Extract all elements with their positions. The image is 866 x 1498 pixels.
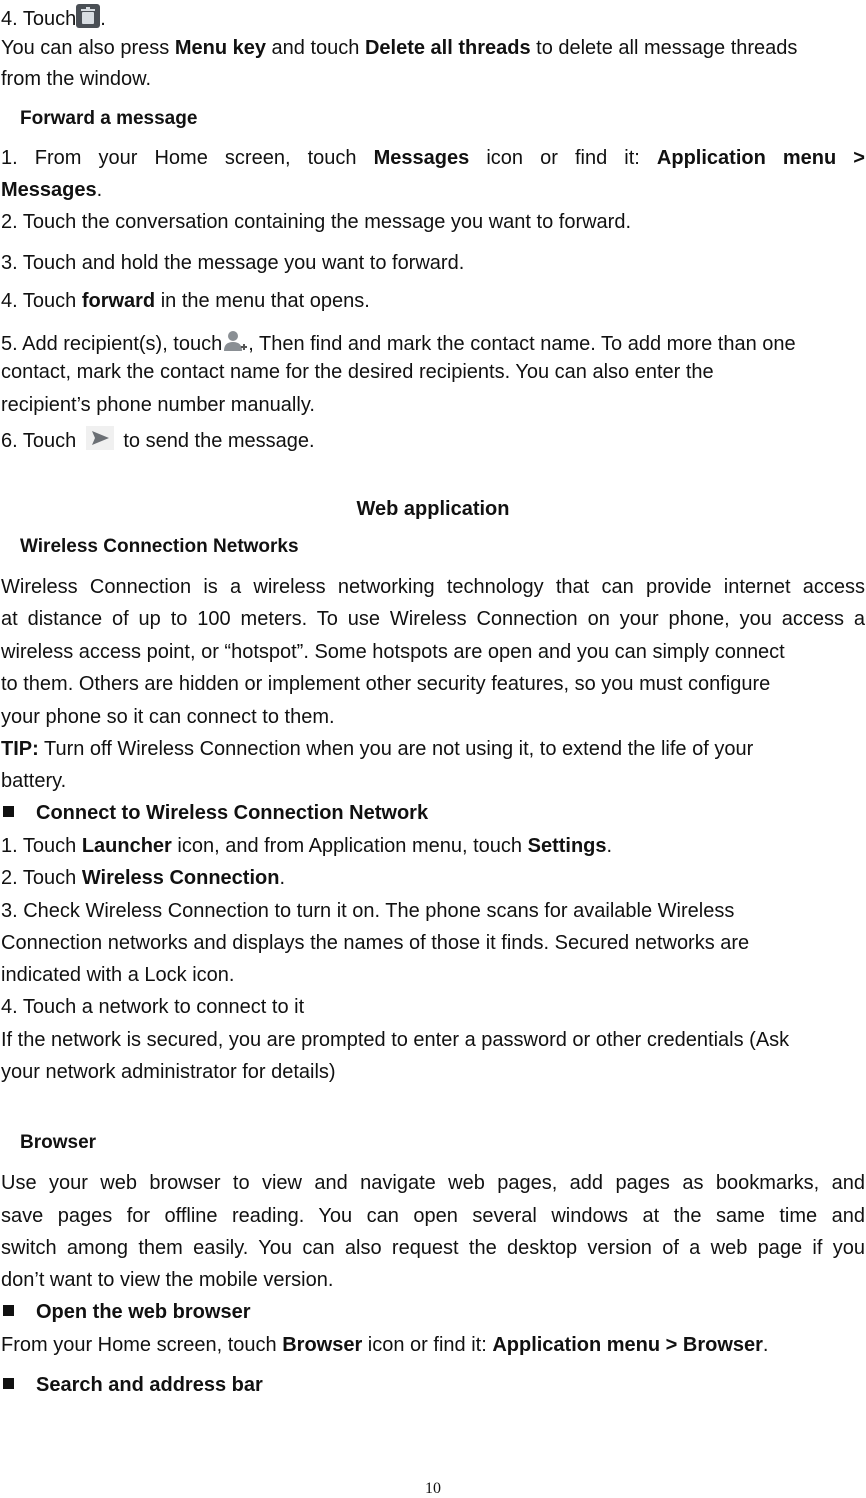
bullet-square-icon <box>3 806 14 817</box>
wireless-heading: Wireless Connection Networks <box>20 536 299 557</box>
page-number: 10 <box>425 1480 441 1497</box>
connect-note-line-2: your network administrator for details) <box>1 1061 336 1083</box>
forward-step-5-line-2: contact, mark the contact name for the desired recipients. You can also enter the <box>1 361 714 383</box>
connect-step-1: 1. Touch Launcher icon, and from Application menu, touch Settings. <box>1 835 613 857</box>
section-title: Web application <box>356 498 510 520</box>
browser-paragraph-line-3: switch among them easily. You can also request the desktop version of a web page if you <box>1 1237 865 1259</box>
connect-heading: Connect to Wireless Connection Network <box>3 801 865 825</box>
connect-step-3: 3. Check Wireless Connection to turn it on. The phone scans for available Wireless <box>1 900 735 922</box>
search-bar-heading: Search and address bar <box>3 1373 865 1397</box>
delete-paragraph: You can also press Menu key and touch Delete all threads to delete all message threads <box>1 37 798 59</box>
forward-step-5: 5. Add recipient(s), touch , Then find and mark the contact name. To add more than one <box>1 329 865 359</box>
forward-step-6: 6. Touch to send the message. <box>1 426 865 456</box>
forward-step-5-line-3: recipient’s phone number manually. <box>1 394 315 416</box>
forward-step-4: 4. Touch forward in the menu that opens. <box>1 290 370 312</box>
forward-heading: Forward a message <box>20 108 198 129</box>
browser-paragraph-line-4: don’t want to view the mobile version. <box>1 1269 334 1291</box>
bullet-square-icon <box>3 1378 14 1389</box>
wireless-paragraph-line-4: to them. Others are hidden or implement other security features, so you must configure <box>1 673 771 695</box>
wireless-paragraph-line-5: your phone so it can connect to them. <box>1 706 335 728</box>
wireless-paragraph-line-3: wireless access point, or “hotspot”. Some hotspots are open and you can simply connect <box>1 641 785 663</box>
connect-step-2: 2. Touch Wireless Connection. <box>1 867 286 889</box>
wireless-paragraph-line-1: Wireless Connection is a wireless networking technology that can provide internet access <box>1 576 865 598</box>
send-icon <box>86 426 114 456</box>
delete-paragraph-end: from the window. <box>1 68 152 90</box>
forward-step-1-cont: Messages. <box>1 179 103 201</box>
browser-paragraph-line-1: Use your web browser to view and navigate web pages, add pages as bookmarks, and <box>1 1172 865 1194</box>
browser-paragraph-line-2: save pages for offline reading. You can open several windows at the same time and <box>1 1205 865 1227</box>
connect-step-3-line-2: Connection networks and displays the names of those it finds. Secured networks are <box>1 932 750 954</box>
tip-end: battery. <box>1 770 67 792</box>
trash-icon <box>76 4 100 34</box>
connect-note: If the network is secured, you are prompted to enter a password or other credentials (Ask <box>1 1029 790 1051</box>
forward-step-1: 1. From your Home screen, touch Messages icon or find it: Application menu > <box>1 147 865 169</box>
add-contact-icon <box>222 329 248 359</box>
bullet-square-icon <box>3 1305 14 1316</box>
connect-step-3-line-3: indicated with a Lock icon. <box>1 964 235 986</box>
tip: TIP: Turn off Wireless Connection when you are not using it, to extend the life of your <box>1 738 754 760</box>
connect-step-4: 4. Touch a network to connect to it <box>1 996 305 1018</box>
wireless-paragraph-line-2: at distance of up to 100 meters. To use Wireless Connection on your phone, you access a <box>1 608 865 630</box>
open-browser-heading: Open the web browser <box>3 1300 865 1324</box>
browser-heading: Browser <box>20 1132 97 1153</box>
open-browser-step: From your Home screen, touch Browser icon or find it: Application menu > Browser. <box>1 1334 769 1356</box>
forward-step-3: 3. Touch and hold the message you want to forward. <box>1 252 465 274</box>
forward-step-2: 2. Touch the conversation containing the message you want to forward. <box>1 211 632 233</box>
delete-step-4: 4. Touch . <box>1 4 865 34</box>
